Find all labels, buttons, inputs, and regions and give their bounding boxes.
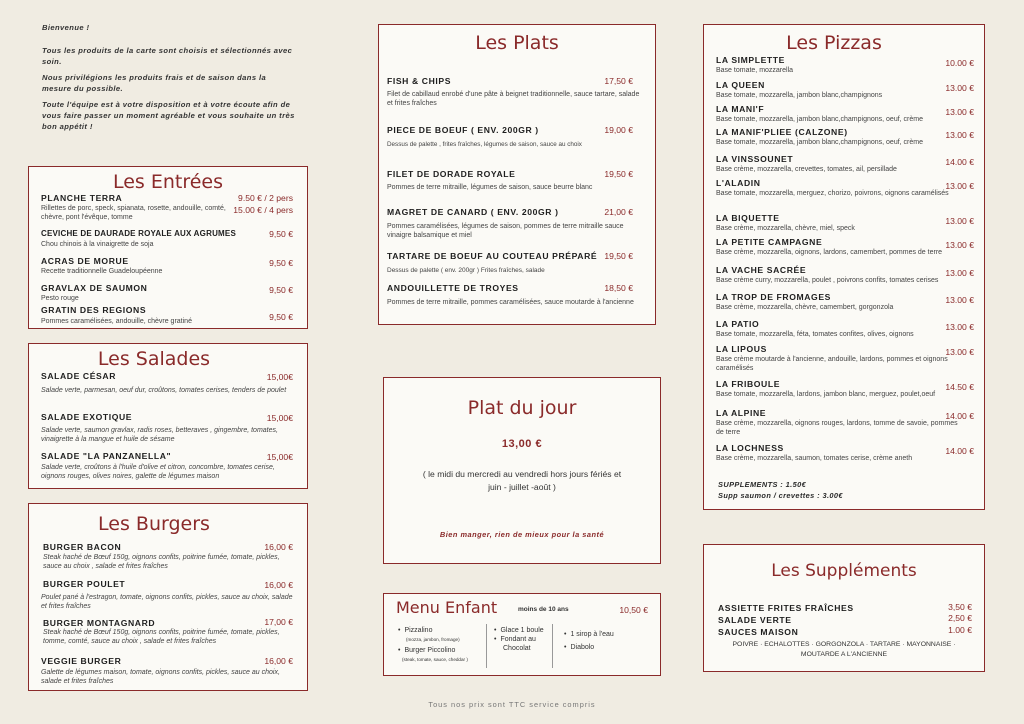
kid-item: • Fondant au Chocolat <box>494 635 554 653</box>
burger-price: 16,00 € <box>264 542 293 552</box>
pizza-name: LA SIMPLETTE <box>716 55 785 65</box>
pizza-desc: Base tomate, mozzarella, jambon blanc,champignons <box>716 92 883 99</box>
salade-price: 15,00€ <box>266 372 293 382</box>
plat-name: FISH & CHIPS <box>387 76 452 86</box>
pizza-price: 13.00 € <box>945 268 974 278</box>
supplement-sauces: POIVRE · ECHALOTTES · GORGONZOLA · TARTARE · MAYONNAISE · MOUTARDE A L'ANCIENNE <box>732 641 956 658</box>
pizza-name: LA LOCHNESS <box>716 443 784 453</box>
burger-price: 16,00 € <box>264 656 293 666</box>
pizza-price: 13.00 € <box>945 240 974 250</box>
pizza-desc: Base crème, mozzarella, oignons, lardons, camembert, pommes de terre <box>716 249 943 256</box>
pizza-name: LA MANIF'PLIEE (CALZONE) <box>716 127 848 137</box>
plat-name: ANDOUILLETTE DE TROYES <box>387 283 519 293</box>
supplement-price: 1.00 € <box>948 625 972 635</box>
supplement-name: SAUCES MAISON <box>718 627 799 637</box>
kid-item: • Glace 1 boule <box>494 626 554 635</box>
pizza-name: LA PETITE CAMPAGNE <box>716 237 823 247</box>
pizza-price: 13.00 € <box>945 181 974 191</box>
menu-enfant-col-desserts <box>494 626 554 653</box>
supplement-price: 3,50 € <box>948 602 972 612</box>
entrees-section <box>28 166 308 329</box>
pizza-name: LA FRIBOULE <box>716 379 781 389</box>
pizza-desc: Base crème, mozzarella, chèvre, miel, speck <box>716 225 855 232</box>
plat-price: 18,50 € <box>604 283 633 293</box>
burger-name: BURGER BACON <box>43 542 122 552</box>
entree-price: 9,50 € <box>269 285 293 295</box>
plat-name: FILET DE DORADE ROYALE <box>387 169 516 179</box>
pizza-supplements: SUPPLEMENTS : 1.50€ <box>718 480 807 489</box>
pizza-name: LA VINSSOUNET <box>716 154 794 164</box>
entree-price: 9,50 € <box>269 312 293 322</box>
entree-desc: Pesto rouge <box>41 295 79 302</box>
entree-name: GRAVLAX DE SAUMON <box>41 283 148 293</box>
pizza-name: LA VACHE SACRÉE <box>716 265 807 275</box>
salade-name: SALADE EXOTIQUE <box>41 412 133 422</box>
entree-price-alt: 15.00 € / 4 pers <box>233 205 293 215</box>
burger-desc: Poulet pané à l'estragon, tomate, oignons confits, pickles, sauce au choix, salade et frites fraîches <box>41 594 293 611</box>
pizza-price: 14.00 € <box>945 446 974 456</box>
kid-item: • Pizzalino <box>398 626 488 635</box>
burger-desc: Steak haché de Bœuf 150g, oignons confits, poitrine fumée, tomate, pickles, sauce au choix , salade et frites fraîches <box>43 554 280 571</box>
menu-enfant-age: moins de 10 ans <box>518 606 569 613</box>
salade-desc: Salade verte, parmesan, oeuf dur, croûtons, tomates cerises, tenders de poulet <box>41 387 287 394</box>
plat-desc: Dessus de palette , frites fraîches, légumes de saison, sauce au choix <box>387 141 582 148</box>
plat-du-jour-slogan: Bien manger, rien de mieux pour la santé <box>439 530 605 539</box>
entree-name: CEVICHE DE DAURADE ROYALE AUX AGRUMES <box>41 229 236 238</box>
plat-price: 19,00 € <box>604 125 633 135</box>
pizza-name: LA PATIO <box>716 319 760 329</box>
pizza-desc: Base crème, mozzarella, crevettes, tomates, ail, persillade <box>716 166 897 173</box>
menu-enfant-divider <box>552 624 553 668</box>
salade-name: SALADE CÉSAR <box>41 371 117 381</box>
menu-enfant-col-plats <box>398 626 488 664</box>
supplement-name: ASSIETTE FRITES FRAÎCHES <box>718 603 854 613</box>
kid-item-sub: (mozza, jambon, fromage) <box>406 637 460 642</box>
salade-price: 15,00€ <box>266 413 293 423</box>
pizza-desc: Base tomate, mozzarella, lardons, jambon blanc, merguez, poulet,oeuf <box>716 391 936 398</box>
burger-price: 16,00 € <box>264 580 293 590</box>
pizza-desc: Base crème curry, mozzarella, poulet , poivrons confits, tomates cerises <box>716 277 939 284</box>
intro-line-3: Toute l'équipe est à votre disposition et à votre écoute afin de vous faire passer un moment agréable et vous souhaite un très bon appétit ! <box>42 100 295 131</box>
footer-note: Tous nos prix sont TTC service compris <box>428 700 596 709</box>
pizza-price: 14.00 € <box>945 157 974 167</box>
burger-name: VEGGIE BURGER <box>41 656 122 666</box>
plat-price: 19,50 € <box>604 251 633 261</box>
entree-name: PLANCHE TERRA <box>41 193 123 203</box>
entree-desc: Rillettes de porc, speck, spianata, rosette, andouille, comté, chèvre, pont l'évêque, tomme <box>41 205 226 222</box>
pizza-desc: Base crème moutarde à l'ancienne, andouille, lardons, pommes et oignons caramélisés <box>716 356 948 373</box>
plat-name: PIECE DE BOEUF ( ENV. 200GR ) <box>387 125 539 135</box>
menu-enfant-title: Menu Enfant <box>396 598 498 617</box>
pizza-price: 13.00 € <box>945 216 974 226</box>
burger-price: 17,00 € <box>264 617 293 627</box>
plat-name: MAGRET DE CANARD ( ENV. 200GR ) <box>387 207 559 217</box>
salade-price: 15,00€ <box>266 452 293 462</box>
kid-item: • Diabolo <box>564 643 654 652</box>
burgers-section <box>28 503 308 691</box>
pizzas-title: Les Pizzas <box>786 32 882 54</box>
pizza-desc: Base tomate, mozzarella, féta, tomates confites, olives, oignons <box>716 331 914 338</box>
kid-item-sub: (steak, tomate, sauce, cheddar ) <box>402 657 468 662</box>
pizza-name: L'ALADIN <box>716 178 761 188</box>
plat-desc: Pommes de terre mitraille, légumes de saison, sauce beurre blanc <box>387 184 593 191</box>
intro-text <box>42 22 295 137</box>
plat-du-jour-note: ( le midi du mercredi au vendredi hors jours fériés et juin - juillet -août ) <box>422 469 622 492</box>
burger-desc: Steak haché de Bœuf 150g, oignons confits, poitrine fumée, tomate, pickles, tomme, comté, sauce au choix , salade et frites fraîches <box>43 629 280 646</box>
plat-desc: Pommes de terre mitraille, pommes caramélisées, sauce moutarde à l'ancienne <box>387 299 634 306</box>
entree-name: ACRAS DE MORUE <box>41 256 129 266</box>
intro-welcome: Bienvenue ! <box>42 23 90 32</box>
pizza-price: 14.00 € <box>945 411 974 421</box>
pizza-name: LA LIPOUS <box>716 344 767 354</box>
menu-enfant-price: 10,50 € <box>619 605 648 615</box>
plat-desc: Pommes caramélisées, légumes de saison, pommes de terre mitraille sauce vinaigre balsamique et miel <box>387 223 624 240</box>
pizza-name: LA TROP DE FROMAGES <box>716 292 832 302</box>
plat-name: TARTARE DE BOEUF AU COUTEAU PRÉPARÉ <box>387 251 598 261</box>
pizza-name: LA QUEEN <box>716 80 765 90</box>
pizza-price: 13.00 € <box>945 83 974 93</box>
plat-price: 21,00 € <box>604 207 633 217</box>
pizza-desc: Base tomate, mozzarella, jambon blanc,champignons, oeuf, crème <box>716 116 923 123</box>
pizza-price: 13.00 € <box>945 295 974 305</box>
menu-enfant-col-boissons <box>564 630 654 652</box>
entree-desc: Recette traditionnelle Guadeloupéenne <box>41 268 163 275</box>
pizza-price: 14.50 € <box>945 382 974 392</box>
intro-line-2: Nous privilégions les produits frais et de saison dans la mesure du possible. <box>42 73 267 93</box>
plat-du-jour-price: 13,00 € <box>501 438 543 450</box>
menu-enfant-section <box>383 593 661 676</box>
burger-name: BURGER POULET <box>43 579 126 589</box>
salade-desc: Salade verte, croûtons à l'huile d'olive et citron, concombre, tomates cerise, oignons rouges, olives noires, galette de légumes maison <box>41 464 275 481</box>
pizza-price: 10.00 € <box>945 58 974 68</box>
pizza-desc: Base crème, mozzarella, saumon, tomates cerise, crème aneth <box>716 455 913 462</box>
supplement-name: SALADE VERTE <box>718 615 792 625</box>
salade-name: SALADE "LA PANZANELLA" <box>41 451 172 461</box>
plat-price: 17,50 € <box>604 76 633 86</box>
pizza-price: 13.00 € <box>945 107 974 117</box>
pizza-desc: Base crème, mozzarella, chèvre, camembert, gorgonzola <box>716 304 894 311</box>
pizza-desc: Base tomate, mozzarella, jambon blanc,champignons, oeuf, crème <box>716 139 923 146</box>
supplements-title: Les Suppléments <box>771 561 917 581</box>
entrees-title: Les Entrées <box>112 171 224 193</box>
entree-name: GRATIN DES REGIONS <box>41 305 147 315</box>
pizza-price: 13.00 € <box>945 130 974 140</box>
supplements-section <box>703 544 985 672</box>
entree-price: 9.50 € / 2 pers <box>238 193 293 203</box>
kid-item: • Burger Piccolino <box>398 646 488 655</box>
salades-section <box>28 343 308 489</box>
pizza-name: LA ALPINE <box>716 408 767 418</box>
burger-desc: Galette de légumes maison, tomate, oignons confits, pickles, sauce au choix, salade et frites fraîches <box>41 669 280 686</box>
burger-name: BURGER MONTAGNARD <box>43 618 156 628</box>
plat-du-jour-title: Plat du jour <box>467 397 577 419</box>
plat-du-jour-section <box>383 377 661 564</box>
entree-desc: Pommes caramélisées, andouille, chèvre gratiné <box>41 318 192 325</box>
plat-desc: Filet de cabillaud enrobé d'une pâte à beignet traditionnelle, sauce tartare, salade et frites fraîches <box>387 91 640 108</box>
supplement-price: 2,50 € <box>948 613 972 623</box>
entree-price: 9,50 € <box>269 229 293 239</box>
plat-desc: Dessus de palette ( env. 200gr ) Frites fraîches, salade <box>387 267 545 274</box>
kid-item: • 1 sirop à l'eau <box>564 630 654 639</box>
pizza-desc: Base tomate, mozzarella <box>716 67 794 74</box>
plats-title: Les Plats <box>475 32 559 54</box>
pizzas-section <box>703 24 985 510</box>
salade-desc: Salade verte, saumon gravlax, radis roses, betteraves , gingembre, tomates, vinaigrette à la mangue et huile de sésame <box>41 427 278 444</box>
salades-title: Les Salades <box>97 348 211 370</box>
entree-desc: Chou chinois à la vinaigrette de soja <box>41 241 154 248</box>
plat-price: 19,50 € <box>604 169 633 179</box>
menu-enfant-divider <box>486 624 487 668</box>
entree-price: 9,50 € <box>269 258 293 268</box>
pizza-supp-saumon: Supp saumon / crevettes : 3.00€ <box>718 491 843 500</box>
pizza-name: LA BIQUETTE <box>716 213 780 223</box>
pizza-price: 13.00 € <box>945 347 974 357</box>
pizza-name: LA MANI'F <box>716 104 765 114</box>
pizza-price: 13.00 € <box>945 322 974 332</box>
plats-section <box>378 24 656 325</box>
pizza-desc: Base tomate, mozzarella, merguez, chorizo, poivrons, oignons caramélisés <box>716 190 949 197</box>
pizza-desc: Base crème, mozzarella, oignons rouges, lardons, tomme de savoie, pommes de terre <box>716 420 958 437</box>
burgers-title: Les Burgers <box>98 513 210 535</box>
intro-line-1: Tous les produits de la carte sont choisis et sélectionnés avec soin. <box>42 46 293 66</box>
